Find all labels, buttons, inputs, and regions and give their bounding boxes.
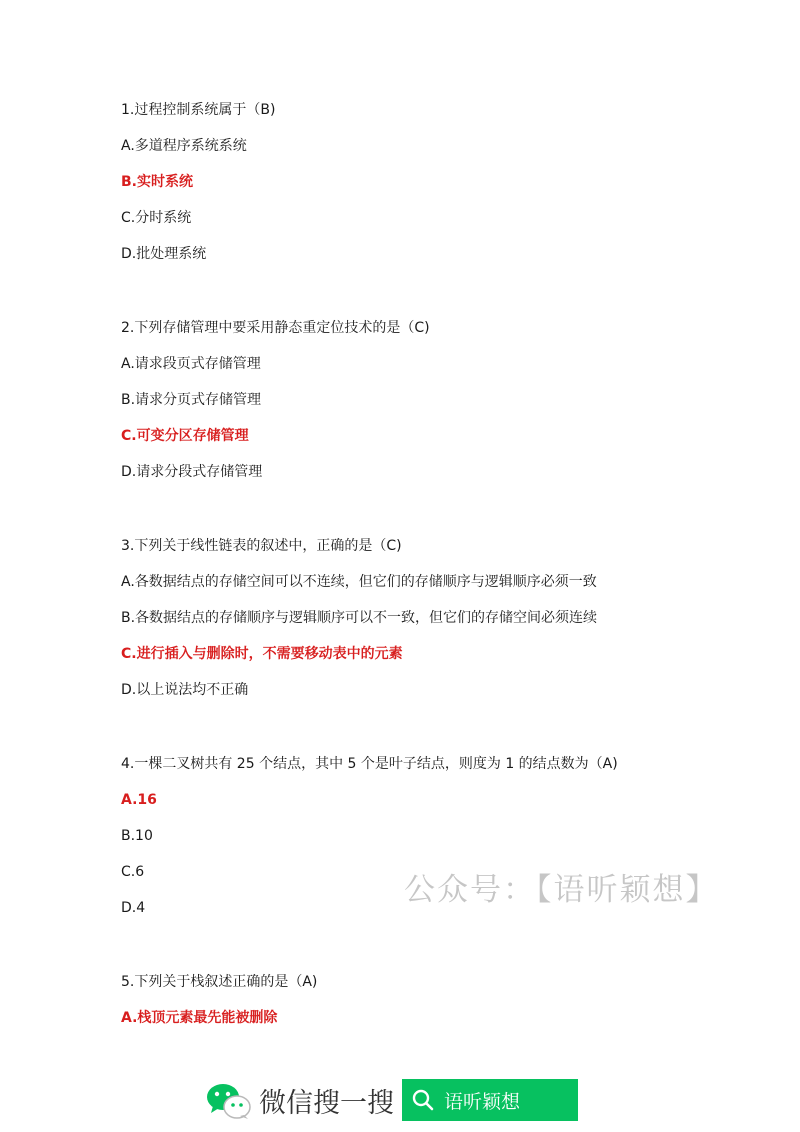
question-4-stem: 4.一棵二叉树共有 25 个结点，其中 5 个是叶子结点，则度为 1 的结点数为（A) <box>121 756 618 772</box>
question-4-option-b: B.10 <box>121 828 153 844</box>
watermark: 公众号：【语听颖想】 <box>404 872 719 908</box>
question-4-option-d: D.4 <box>121 900 146 916</box>
question-2-option-d: D.请求分段式存储管理 <box>121 464 263 480</box>
question-3-option-d: D.以上说法均不正确 <box>121 682 249 698</box>
question-2-option-c: C.可变分区存储管理 <box>121 428 249 444</box>
search-box[interactable] <box>402 1079 578 1121</box>
question-1-stem: 1.过程控制系统属于（B) <box>121 102 276 118</box>
wechat-search-banner <box>205 1078 578 1122</box>
question-3-option-a: A.各数据结点的存储空间可以不连续，但它们的存储顺序与逻辑顺序必须一致 <box>121 574 597 590</box>
question-4-option-c: C.6 <box>121 864 145 880</box>
question-1-option-a: A.多道程序系统系统 <box>121 138 247 154</box>
question-3-option-c: C.进行插入与删除时，不需要移动表中的元素 <box>121 646 403 662</box>
question-3-option-b: B.各数据结点的存储顺序与逻辑顺序可以不一致，但它们的存储空间必须连续 <box>121 610 598 626</box>
footer-label: 微信搜一搜 <box>259 1087 394 1119</box>
question-2-option-b: B.请求分页式存储管理 <box>121 392 262 408</box>
search-box-text: 语听颖想 <box>444 1090 521 1113</box>
question-5-option-a: A.栈顶元素最先能被删除 <box>121 1010 278 1026</box>
question-1-option-c: C.分时系统 <box>121 210 192 226</box>
question-5-stem: 5.下列关于栈叙述正确的是（A) <box>121 974 318 990</box>
question-2-option-a: A.请求段页式存储管理 <box>121 356 261 372</box>
question-3-stem: 3.下列关于线性链表的叙述中，正确的是（C) <box>121 538 402 554</box>
search-icon <box>412 1089 434 1111</box>
question-2-stem: 2.下列存储管理中要采用静态重定位技术的是（C) <box>121 320 430 336</box>
question-1-option-b: B.实时系统 <box>121 174 193 190</box>
question-4-option-a: A.16 <box>121 792 157 808</box>
question-1-option-d: D.批处理系统 <box>121 246 207 262</box>
wechat-icon <box>205 1080 253 1120</box>
